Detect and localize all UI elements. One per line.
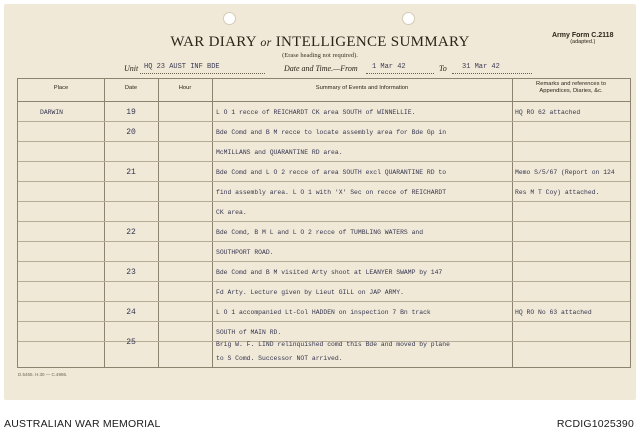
entry-remark: Res M T Coy) attached. bbox=[515, 189, 600, 196]
date-to-underline bbox=[452, 73, 532, 74]
title-or: or bbox=[260, 35, 272, 49]
remarks-line-2: Appendices, Diaries, &c. bbox=[539, 87, 603, 94]
col-header-date: Date bbox=[124, 85, 138, 91]
column-divider bbox=[158, 79, 159, 367]
ruled-line bbox=[18, 321, 630, 322]
ruled-line bbox=[18, 241, 630, 242]
form-title bbox=[4, 34, 636, 51]
ruled-line bbox=[18, 121, 630, 122]
entry-line: CK area. bbox=[216, 209, 247, 216]
entry-remark: HQ RO 62 attached bbox=[515, 109, 581, 116]
unit-value: HQ 23 AUST INF BDE bbox=[144, 63, 220, 71]
diary-sheet bbox=[4, 4, 636, 400]
date-to-value: 31 Mar 42 bbox=[462, 63, 500, 71]
col-header-summary: Summary of Events and Information bbox=[315, 85, 409, 91]
ruled-line bbox=[18, 221, 630, 222]
archive-reference: RCDIG1025390 bbox=[556, 418, 634, 430]
entry-date: 23 bbox=[126, 268, 136, 277]
entry-date: 24 bbox=[126, 308, 136, 317]
entry-line: Bde Comd and L O 2 recce of area SOUTH excl QUARANTINE RD to bbox=[216, 169, 447, 176]
ruled-line bbox=[18, 181, 630, 182]
column-divider bbox=[104, 79, 105, 367]
date-from-value: 1 Mar 42 bbox=[372, 63, 406, 71]
entry-remark: HQ RO No 63 attached bbox=[515, 309, 592, 316]
punch-hole bbox=[402, 12, 415, 25]
entry-date: 25 bbox=[126, 338, 136, 347]
entry-date: 20 bbox=[126, 128, 136, 137]
entry-date: 21 bbox=[126, 168, 136, 177]
to-label: To bbox=[439, 64, 447, 73]
entry-line: Bde Comd and B M visited Arty shoot at LEANYER SWAMP by 147 bbox=[216, 269, 443, 276]
ruled-line bbox=[18, 281, 630, 282]
entry-line: SOUTHPORT ROAD. bbox=[216, 249, 274, 256]
header-divider bbox=[18, 101, 630, 102]
diary-table bbox=[17, 78, 631, 368]
entry-line: Bde Comd, B M L and L O 2 recce of TUMBLING WATERS and bbox=[216, 229, 424, 236]
unit-label: Unit bbox=[124, 64, 139, 73]
entry-line: to S Comd. Successor NOT arrived. bbox=[216, 355, 343, 362]
ruled-line bbox=[18, 301, 630, 302]
printer-imprint: D.5455. H.30 — C.4986. bbox=[18, 372, 68, 377]
entry-place: DARWIN bbox=[40, 109, 64, 116]
entry-line: SOUTH of MAIN RD. bbox=[216, 329, 282, 336]
ruled-line bbox=[18, 161, 630, 162]
column-divider bbox=[512, 79, 513, 367]
ruled-line bbox=[18, 201, 630, 202]
entry-line: L O 1 recce of REICHARDT CK area SOUTH of WINNELLIE. bbox=[216, 109, 416, 116]
entry-line: L O 1 accompanied Lt-Col HADDEN on inspection 7 Bn track bbox=[216, 309, 431, 316]
remarks-line-1: Remarks and references to bbox=[536, 81, 606, 87]
date-time-label: Date and Time.—From bbox=[284, 64, 358, 73]
title-war-diary: WAR DIARY bbox=[170, 34, 257, 50]
army-form-note: (adapted.) bbox=[570, 39, 596, 45]
title-intelligence-summary: INTELLIGENCE SUMMARY bbox=[275, 34, 470, 50]
army-form-number bbox=[552, 32, 613, 45]
entry-date: 19 bbox=[126, 108, 136, 117]
col-header-hour: Hour bbox=[178, 85, 192, 91]
entry-line: Brig W. F. LIND relinquished comd this Bde and moved by plane bbox=[216, 341, 450, 348]
entry-line: McMILLANS and QUARANTINE RD area. bbox=[216, 149, 343, 156]
column-divider bbox=[212, 79, 213, 367]
ruled-line bbox=[18, 261, 630, 262]
unit-underline bbox=[140, 73, 265, 74]
col-header-remarks bbox=[512, 81, 630, 94]
form-subtitle: (Erase heading not required). bbox=[282, 52, 358, 59]
archive-footer bbox=[0, 402, 640, 430]
entry-date: 22 bbox=[126, 228, 136, 237]
entry-remark: Memo S/5/67 (Report on 124 bbox=[515, 169, 615, 176]
entry-line: find assembly area. L O 1 with 'X' Sec on recce of REICHARDT bbox=[216, 189, 447, 196]
punch-hole bbox=[223, 12, 236, 25]
entry-line: Fd Arty. Lecture given by Lieut GILL on JAP ARMY. bbox=[216, 289, 404, 296]
col-header-place: Place bbox=[53, 85, 69, 91]
ruled-line bbox=[18, 141, 630, 142]
army-form-label: Army Form C.2118 bbox=[552, 32, 614, 39]
archive-name: AUSTRALIAN WAR MEMORIAL bbox=[4, 418, 161, 430]
date-from-underline bbox=[366, 73, 434, 74]
entry-line: Bde Comd and B M recce to locate assembly area for Bde Gp in bbox=[216, 129, 447, 136]
